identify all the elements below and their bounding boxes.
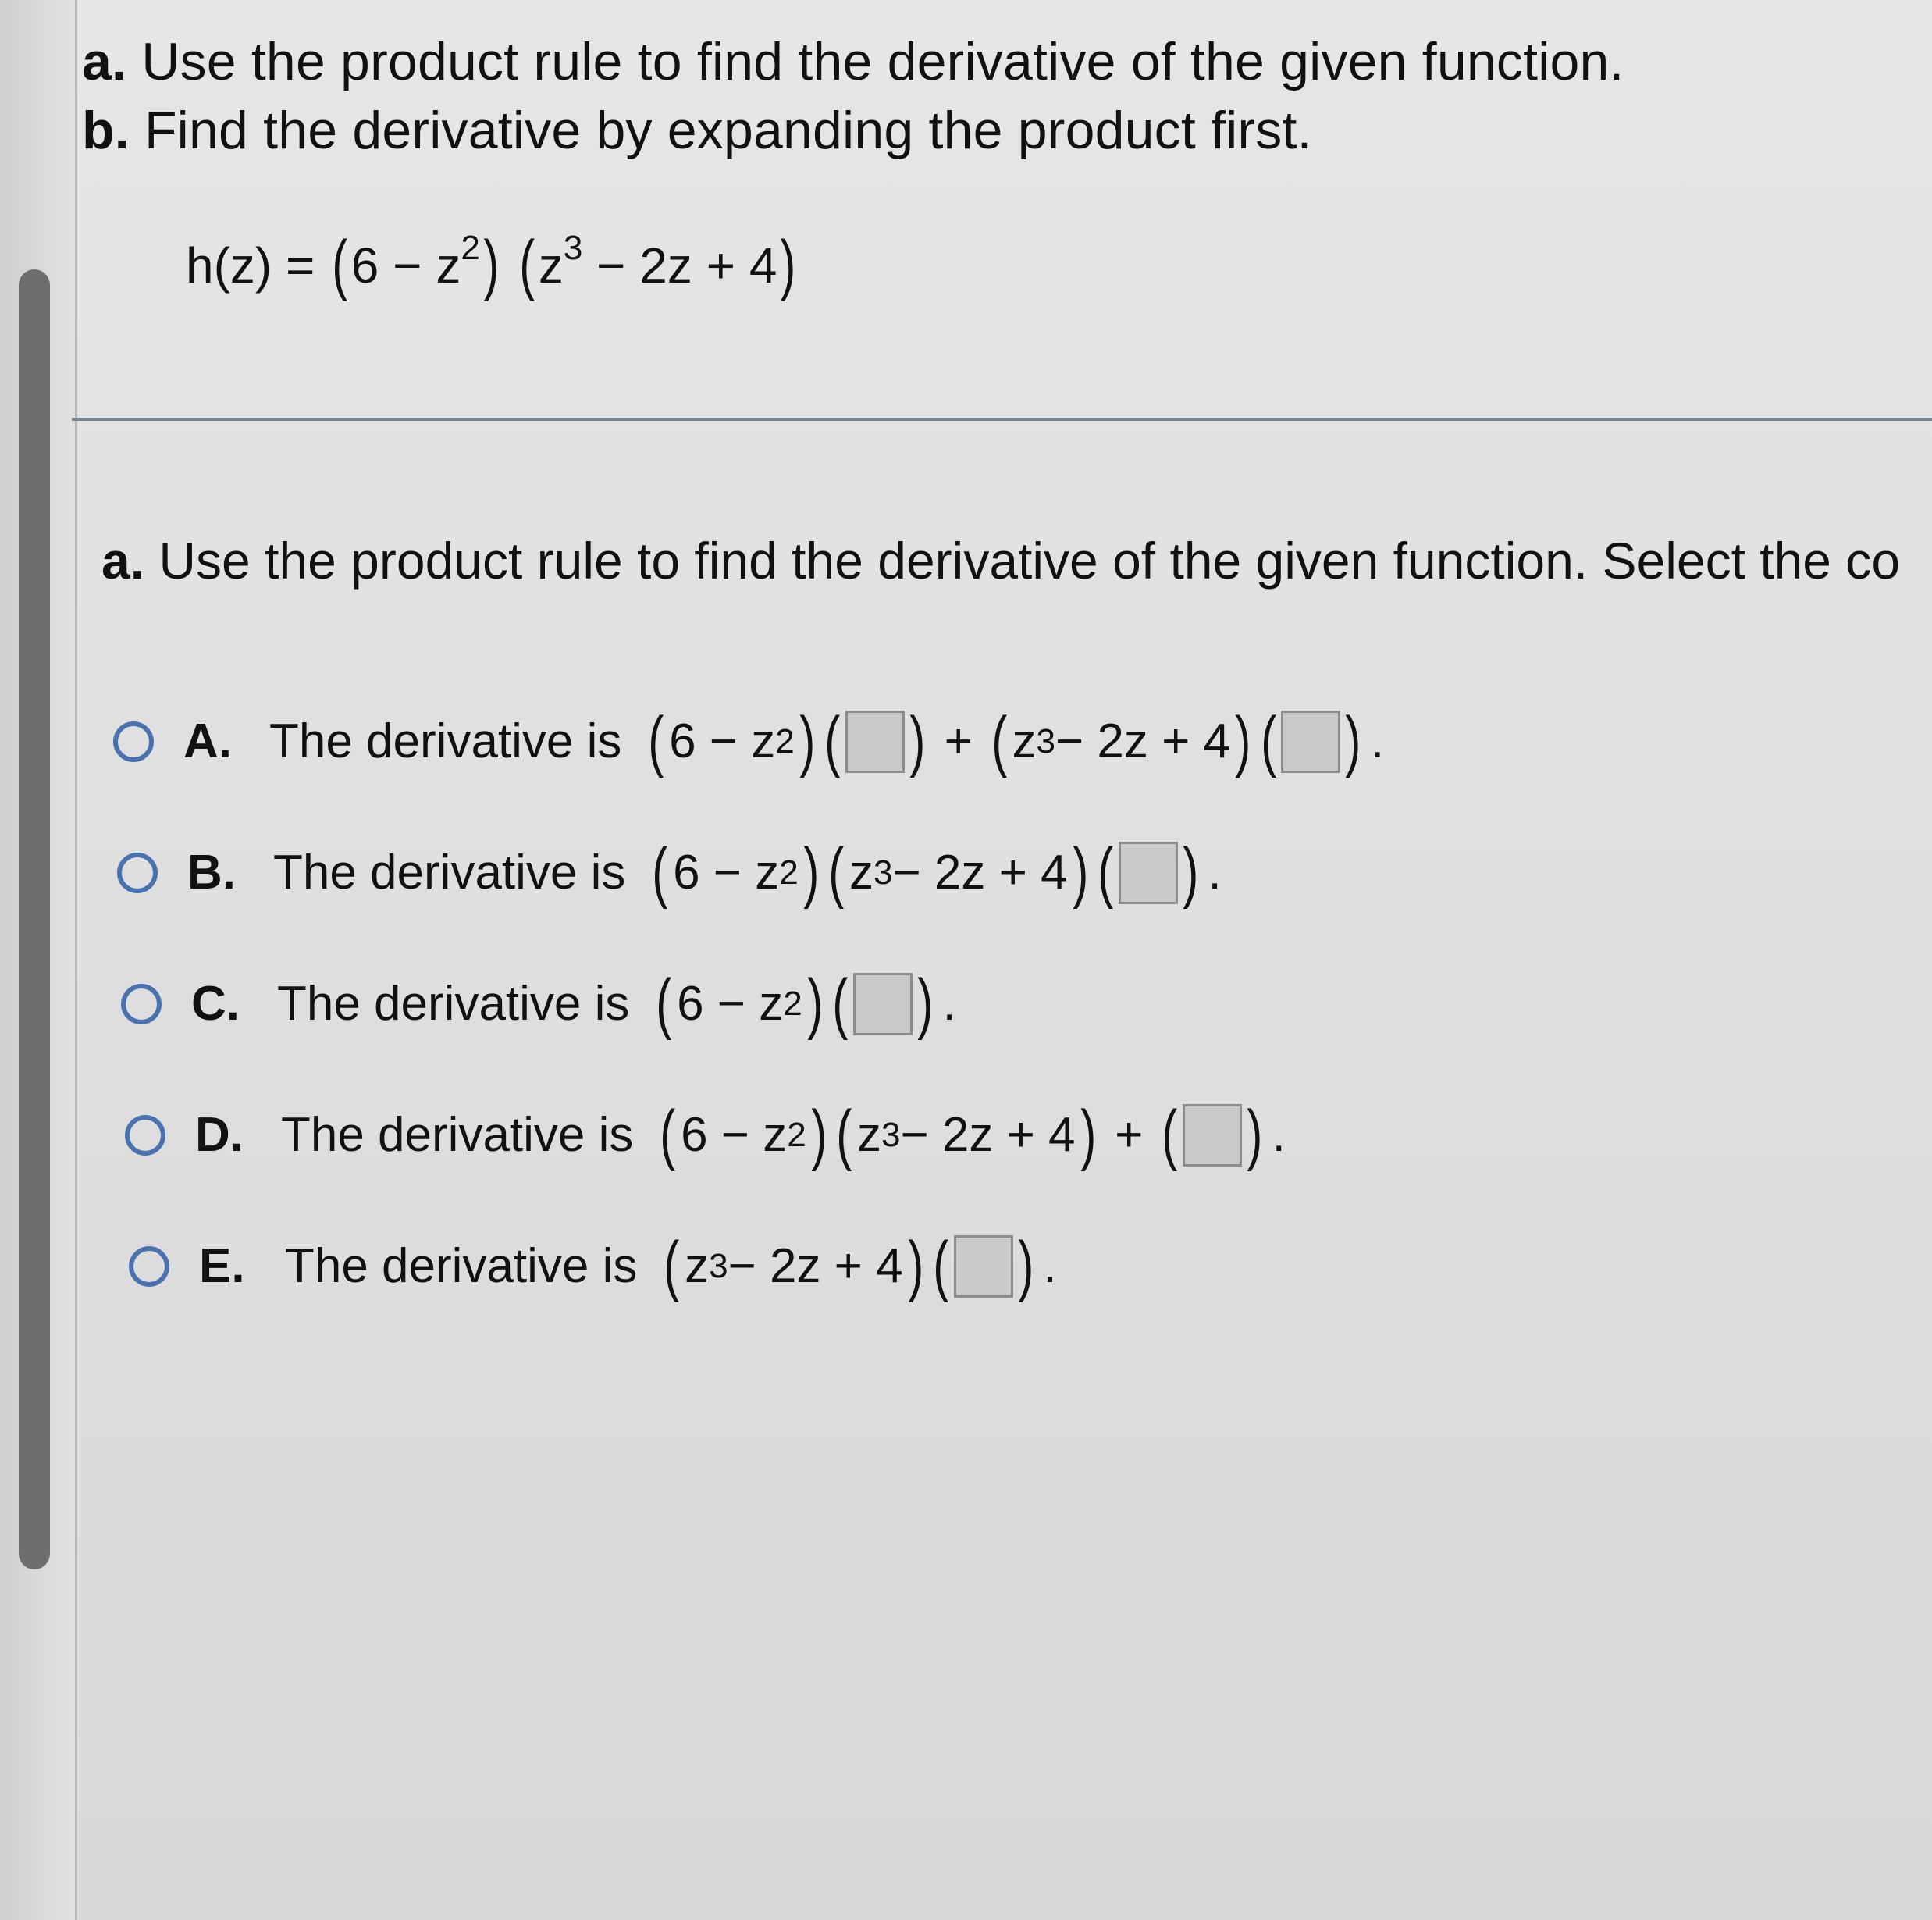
option-c[interactable]: [121, 965, 956, 1042]
option-d[interactable]: [125, 1096, 1286, 1174]
var-z: z: [1012, 714, 1037, 768]
radio-button-d[interactable]: [125, 1115, 165, 1156]
paren-open: (: [332, 227, 348, 302]
instruction-a: [82, 31, 1624, 92]
instruction-b-text: Find the derivative by expanding the product first.: [144, 101, 1312, 160]
factor-2-var: z: [538, 237, 564, 294]
period: .: [1272, 1108, 1286, 1162]
paren-open: (: [1098, 835, 1114, 910]
paren-open: (: [1162, 1097, 1178, 1172]
term-rest: − 2z + 4: [1055, 714, 1231, 768]
paren-open: (: [832, 966, 849, 1041]
instruction-b-label: b.: [82, 101, 130, 160]
option-a-expression: ( 6 − z 2 ) ( ) + ( z 3 − 2z + 4 ) ( ) .: [648, 704, 1385, 778]
paren-close: ): [1018, 1228, 1034, 1303]
option-e-text: The derivative is: [285, 1239, 638, 1293]
term-6-minus-z: 6 − z: [669, 714, 776, 768]
function-definition: [186, 226, 799, 304]
option-a[interactable]: [113, 703, 1384, 780]
var-z: z: [849, 846, 873, 899]
answer-box-c[interactable]: [853, 973, 913, 1035]
option-a-text: The derivative is: [269, 714, 622, 768]
section-divider: [72, 418, 1932, 421]
instruction-a-text: Use the product rule to find the derivative of the given function.: [141, 32, 1624, 91]
paren-open: (: [656, 966, 672, 1041]
paren-open: (: [664, 1228, 680, 1303]
paren-close: ): [810, 1097, 827, 1172]
paren-close: ): [1072, 835, 1088, 910]
term-6-minus-z: 6 − z: [681, 1108, 788, 1162]
option-c-text: The derivative is: [277, 977, 630, 1031]
option-b-expression: ( 6 − z 2 ) ( z 3 − 2z + 4 ) ( ) .: [652, 835, 1222, 910]
paren-open: (: [652, 835, 668, 910]
factor-1-exponent: 2: [461, 229, 480, 267]
paren-close: ): [802, 835, 820, 910]
answer-box-e[interactable]: [954, 1235, 1013, 1298]
paren-open: (: [828, 835, 845, 910]
answer-box-b[interactable]: [1119, 842, 1178, 904]
question-label: a.: [101, 532, 145, 590]
plus-sign: +: [1115, 1108, 1144, 1162]
term-6-minus-z: 6 − z: [677, 977, 784, 1031]
paren-open: (: [660, 1097, 676, 1172]
option-d-expression: ( 6 − z 2 ) ( z 3 − 2z + 4 ) + ( ) .: [660, 1097, 1286, 1172]
option-c-letter: C.: [191, 977, 240, 1031]
paren-close: ): [1080, 1097, 1096, 1172]
paren-close: ): [806, 966, 824, 1041]
option-d-letter: D.: [195, 1108, 244, 1162]
option-b-letter: B.: [187, 846, 236, 899]
radio-button-c[interactable]: [121, 984, 162, 1024]
option-b-text: The derivative is: [273, 846, 626, 899]
period: .: [1208, 846, 1222, 899]
scrollbar[interactable]: [19, 269, 50, 1569]
option-e[interactable]: [129, 1227, 1057, 1305]
plus-sign: +: [944, 714, 973, 768]
factor-2-rest: − 2z + 4: [582, 237, 777, 294]
question-text: Use the product rule to find the derivative of the given function. Select the co: [158, 532, 1901, 590]
option-e-expression: ( z 3 − 2z + 4 ) ( ) .: [664, 1228, 1057, 1303]
function-lhs: h(z) =: [186, 237, 315, 294]
paren-close: ): [909, 704, 926, 778]
paren-close: ): [780, 227, 796, 302]
instruction-a-label: a.: [82, 32, 127, 91]
paren-open: (: [991, 704, 1008, 778]
period: .: [1370, 714, 1385, 768]
radio-button-b[interactable]: [117, 853, 158, 893]
instruction-b: [82, 100, 1312, 161]
question-prompt: [101, 531, 1900, 590]
radio-button-a[interactable]: [113, 721, 154, 762]
paren-close: ): [799, 704, 816, 778]
factor-1: 6 − z: [350, 237, 461, 294]
option-d-text: The derivative is: [281, 1108, 634, 1162]
panel-border: [75, 0, 77, 1920]
paren-open: (: [836, 1097, 852, 1172]
var-z: z: [856, 1108, 881, 1162]
var-z: z: [685, 1239, 710, 1293]
paren-open: (: [824, 704, 841, 778]
paren-close: ): [1247, 1097, 1263, 1172]
term-6-minus-z: 6 − z: [673, 846, 780, 899]
answer-box-d[interactable]: [1183, 1104, 1242, 1167]
radio-button-e[interactable]: [129, 1246, 169, 1287]
paren-close: ): [1183, 835, 1199, 910]
period: .: [942, 977, 956, 1031]
option-a-letter: A.: [183, 714, 232, 768]
paren-open: (: [1260, 704, 1277, 778]
option-b[interactable]: [117, 834, 1222, 911]
factor-2-exponent: 3: [563, 229, 583, 267]
term-rest: − 2z + 4: [900, 1108, 1076, 1162]
term-rest: − 2z + 4: [728, 1239, 903, 1293]
paren-open: (: [648, 704, 664, 778]
option-c-expression: ( 6 − z 2 ) ( ) .: [656, 966, 956, 1041]
paren-close: ): [917, 966, 934, 1041]
paren-close: ): [907, 1228, 923, 1303]
paren-close: ): [1345, 704, 1361, 778]
period: .: [1043, 1239, 1057, 1293]
answer-box-a1[interactable]: [845, 711, 905, 773]
paren-close: ): [1235, 704, 1251, 778]
paren-open: (: [933, 1228, 949, 1303]
term-rest: − 2z + 4: [892, 846, 1068, 899]
paren-open: (: [519, 227, 535, 302]
answer-box-a2[interactable]: [1281, 711, 1340, 773]
option-e-letter: E.: [199, 1239, 245, 1293]
paren-close: ): [483, 227, 500, 302]
